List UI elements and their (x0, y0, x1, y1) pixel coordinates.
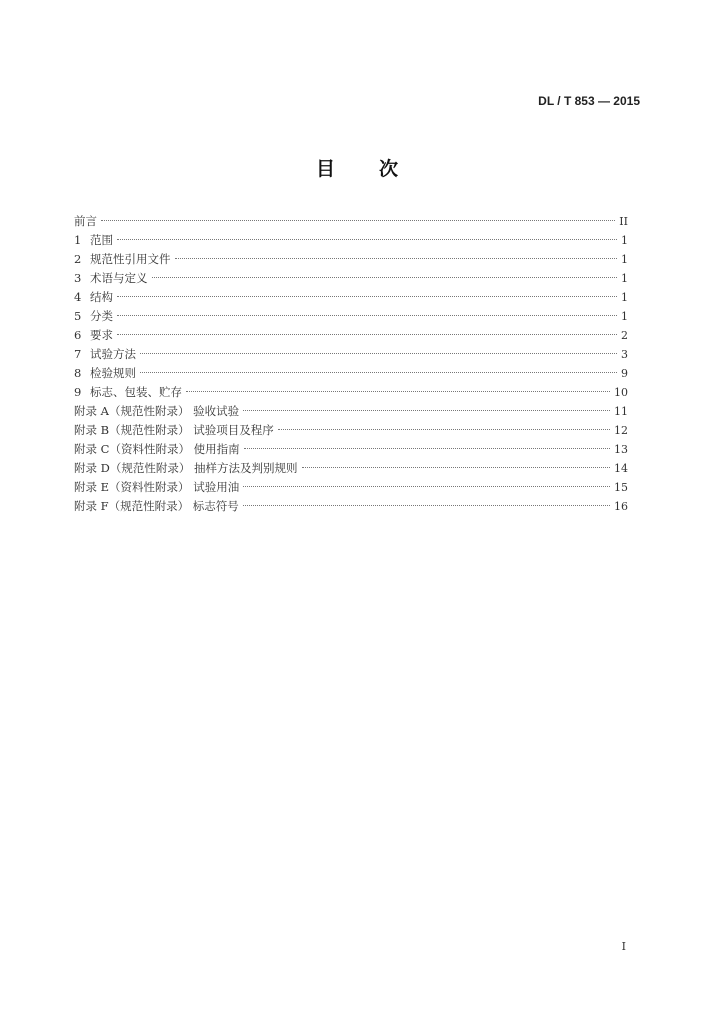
toc-leader-dots (302, 467, 610, 468)
toc-entry-number: 1 (74, 233, 82, 247)
toc-entry-label: 术语与定义 (90, 271, 148, 285)
toc-leader-dots (243, 486, 610, 487)
toc-entry-page: 15 (614, 481, 628, 494)
page-number: I (621, 940, 626, 953)
toc-entry-number: 3 (74, 271, 82, 285)
toc-entry-label: 结构 (90, 290, 113, 304)
toc-entry-label: 分类 (90, 309, 113, 323)
toc-entry-number: 7 (74, 347, 82, 361)
toc-entry-page: 2 (621, 329, 628, 342)
toc-leader-dots (140, 353, 617, 354)
toc-leader-dots (117, 296, 617, 297)
toc-leader-dots (243, 410, 610, 411)
toc-entry-page: 1 (621, 310, 628, 323)
toc-leader-dots (244, 448, 610, 449)
toc-entry-page: 13 (614, 443, 628, 456)
toc-entry[interactable] (74, 421, 628, 440)
toc-entry-page: 10 (614, 386, 628, 399)
toc-entry-page: 1 (621, 272, 628, 285)
toc-entry[interactable] (74, 288, 628, 307)
toc-entry-number: 9 (74, 385, 82, 399)
toc-entry[interactable] (74, 326, 628, 345)
toc-leader-dots (117, 334, 617, 335)
toc-entry[interactable] (74, 383, 628, 402)
toc-entry-number: 2 (74, 252, 82, 266)
toc-leader-dots (186, 391, 610, 392)
toc-entry-page: 12 (614, 424, 628, 437)
toc-entry[interactable] (74, 364, 628, 383)
toc-entry-number: 4 (74, 290, 82, 304)
toc-entry-label: 检验规则 (90, 366, 136, 380)
toc-entry[interactable] (74, 459, 628, 478)
toc-entry[interactable] (74, 231, 628, 250)
toc-entry-label: 附录 A（规范性附录） 验收试验 (74, 404, 240, 418)
toc-entry-label: 附录 E（资料性附录） 试验用油 (74, 480, 240, 494)
toc-leader-dots (117, 315, 617, 316)
toc-entry[interactable] (74, 250, 628, 269)
toc-entry-label: 附录 B（规范性附录） 试验项目及程序 (74, 423, 274, 437)
toc-entry-label: 附录 D（规范性附录） 抽样方法及判别规则 (74, 461, 298, 475)
toc-entry-page: 1 (621, 234, 628, 247)
page-title: 目次 (315, 158, 442, 180)
toc-entry-label: 要求 (90, 328, 113, 342)
toc-entry[interactable] (74, 402, 628, 421)
toc-leader-dots (117, 239, 617, 240)
toc-entry-page: II (619, 215, 628, 228)
toc-entry-number: 5 (74, 309, 82, 323)
toc-entry-page: 9 (621, 367, 628, 380)
standard-code: DL / T 853 — 2015 (538, 94, 640, 108)
toc-leader-dots (152, 277, 618, 278)
toc-entry-label: 规范性引用文件 (90, 252, 171, 266)
toc-entry[interactable] (74, 307, 628, 326)
toc-leader-dots (243, 505, 610, 506)
toc-entry-label: 附录 F（规范性附录） 标志符号 (74, 499, 239, 513)
toc-entry[interactable] (74, 478, 628, 497)
toc-entry-label: 范围 (90, 233, 113, 247)
toc-leader-dots (140, 372, 617, 373)
toc-leader-dots (278, 429, 610, 430)
toc-entry-label: 附录 C（资料性附录） 使用指南 (74, 442, 240, 456)
toc-entry[interactable] (74, 212, 628, 231)
toc-entry[interactable] (74, 269, 628, 288)
toc-entry[interactable] (74, 345, 628, 364)
toc-entry[interactable] (74, 497, 628, 516)
toc-entry-number: 8 (74, 366, 82, 380)
toc-entry-label: 标志、包装、贮存 (90, 385, 182, 399)
toc-entry-number: 6 (74, 328, 82, 342)
toc-entry-page: 11 (614, 405, 628, 418)
toc-entry-label: 前言 (74, 214, 97, 228)
toc-leader-dots (175, 258, 618, 259)
toc-entry-page: 1 (621, 291, 628, 304)
toc-leader-dots (101, 220, 615, 221)
table-of-contents (74, 212, 628, 516)
toc-entry-label: 试验方法 (90, 347, 136, 361)
toc-entry[interactable] (74, 440, 628, 459)
toc-entry-page: 1 (621, 253, 628, 266)
toc-entry-page: 14 (614, 462, 628, 475)
toc-entry-page: 3 (621, 348, 628, 361)
toc-entry-page: 16 (614, 500, 628, 513)
